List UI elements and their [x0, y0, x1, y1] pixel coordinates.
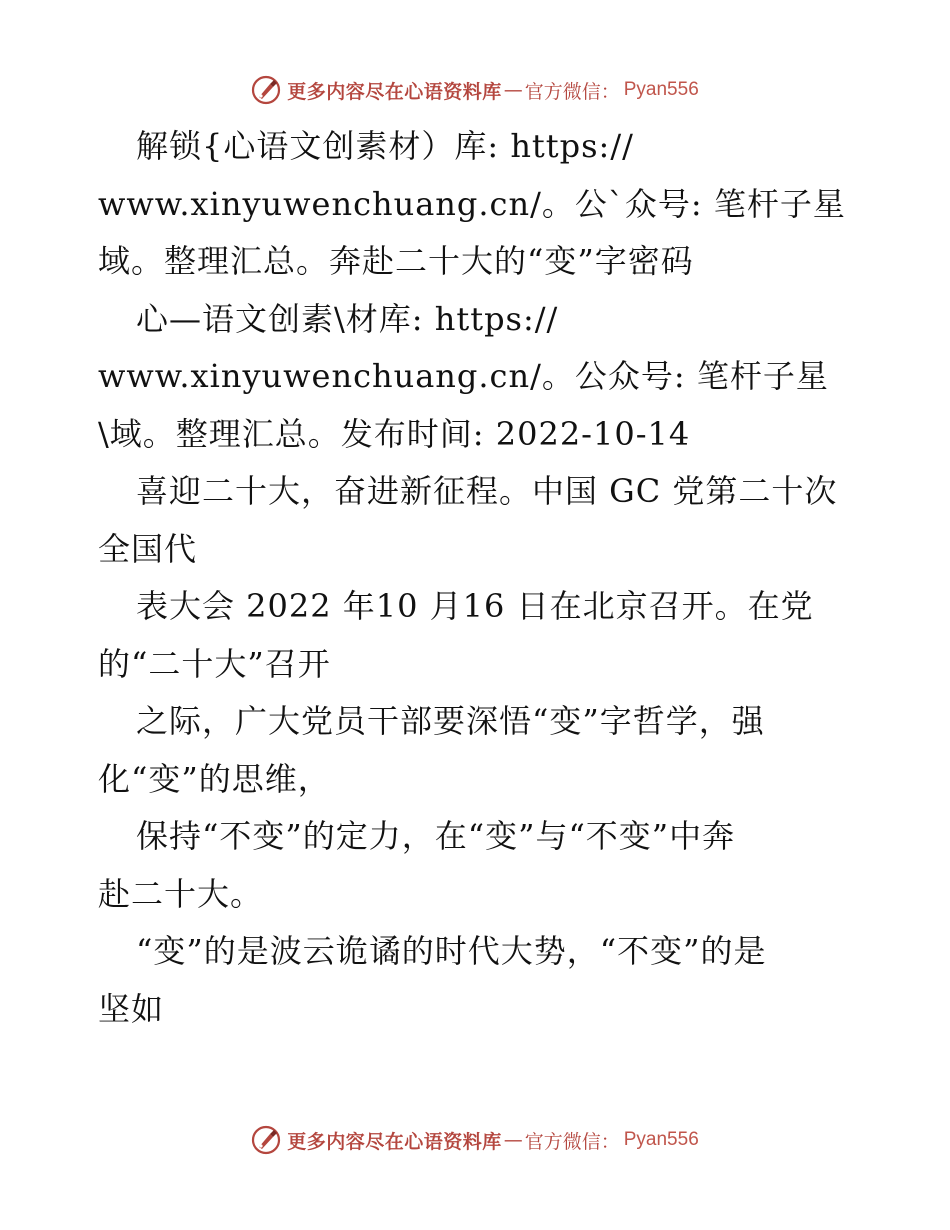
watermark-separator: — [503, 1129, 523, 1151]
watermark-text: 更多内容尽在心语资料库 [287, 1130, 502, 1153]
text-line: 表大会 2022 年10 月16 日在北京召开。在党 [136, 587, 814, 625]
watermark-wechat-label: 官方微信： [524, 1130, 620, 1153]
text-line: 化“变”的思维， [98, 759, 331, 798]
pen-logo-icon [251, 75, 281, 105]
document-body [98, 118, 868, 1038]
watermark-wechat-label: 官方微信： [524, 80, 620, 103]
text-line: 心—语文创素\材库: https:// [136, 299, 559, 338]
watermark-text: 更多内容尽在心语资料库 [287, 80, 502, 103]
text-line: 喜迎二十大，奋进新征程。中国 GC 党第二十次 [136, 472, 838, 510]
text-line: 域。整理汇总。奔赴二十大的“变”字密码 [98, 242, 694, 280]
text-line: www.xinyuwenchuang.cn/。公众号: 笔杆子星 [98, 357, 829, 395]
text-line: 解锁{心语文创素材）库: https:// [136, 127, 634, 165]
watermark-wechat-id: Pyan556 [623, 1129, 699, 1150]
watermark-separator: — [503, 79, 523, 101]
pen-logo-icon [251, 1125, 281, 1155]
text-line: 坚如 [98, 989, 165, 1028]
watermark-wechat-id: Pyan556 [623, 79, 699, 100]
text-line: 保持“不变”的定力，在“变”与“不变”中奔 [136, 817, 736, 855]
text-line: 全国代 [98, 529, 198, 568]
text-line: www.xinyuwenchuang.cn/。公`众号: 笔杆子星 [98, 184, 846, 223]
text-line: 赴二十大。 [98, 874, 264, 913]
text-line: 之际，广大党员干部要深悟“变”字哲学，强 [136, 702, 765, 740]
footer-watermark [0, 1120, 950, 1160]
text-line: 的“二十大”召开 [98, 644, 331, 683]
text-line: “变”的是波云诡谲的时代大势，“不变”的是 [136, 932, 767, 970]
text-line: \域。整理汇总。发布时间: 2022-10-14 [98, 414, 691, 453]
header-watermark [0, 70, 950, 110]
